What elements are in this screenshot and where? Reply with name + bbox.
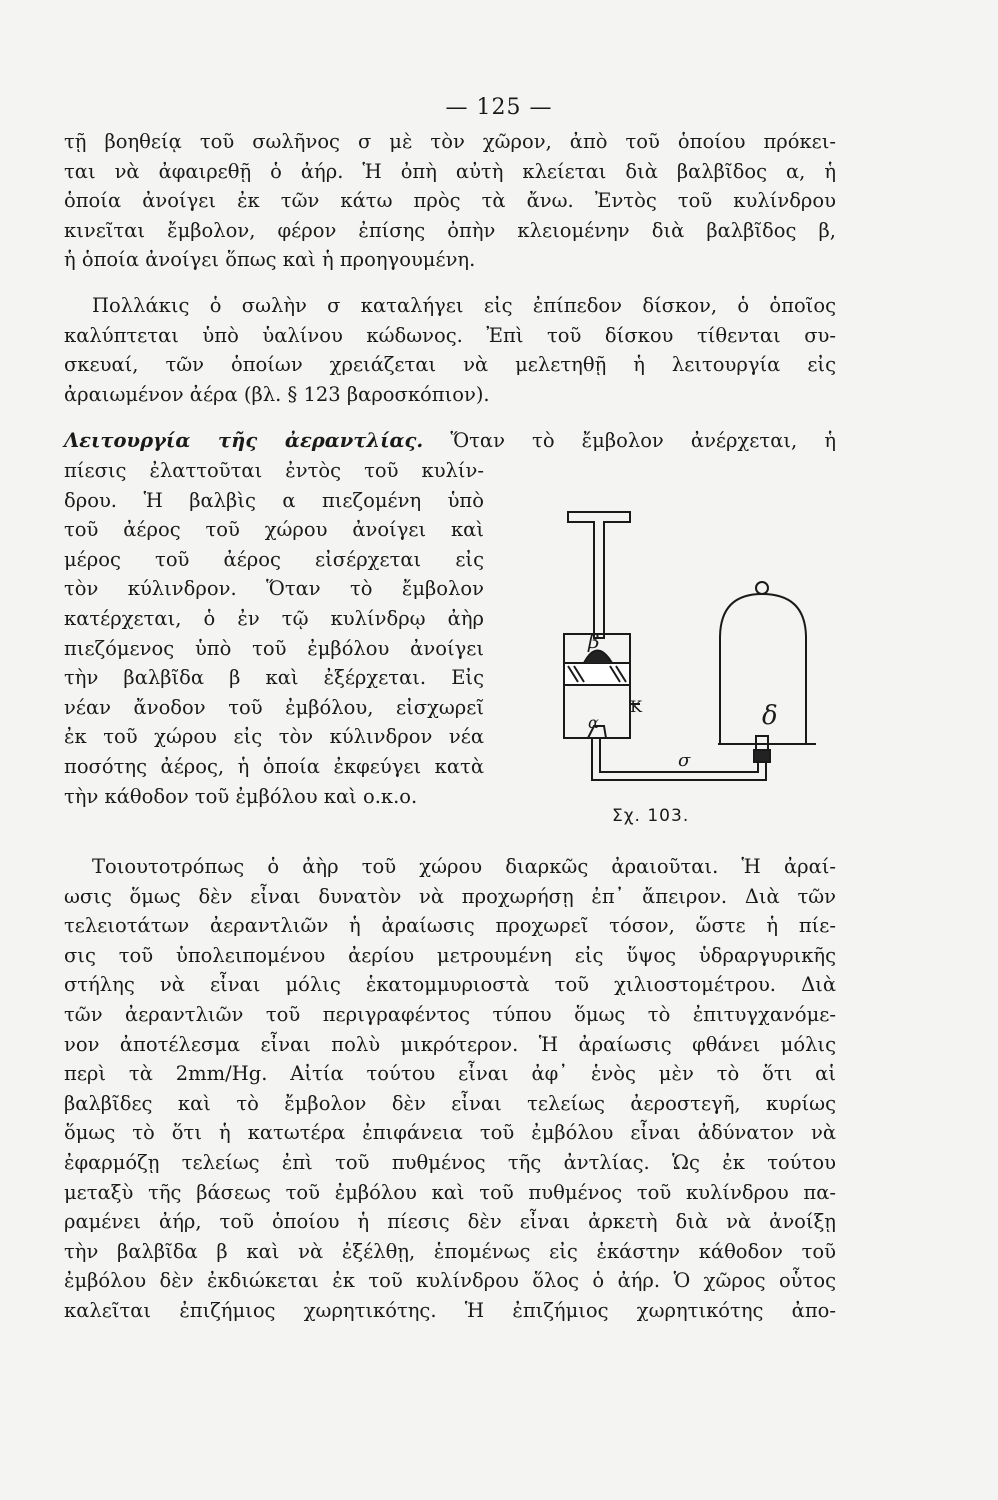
text-line: πίεσις ἐλαττοῦται ἐντὸς τοῦ κυλίν- (64, 459, 484, 482)
text-line: Τοιουτοτρόπως ὁ ἀὴρ τοῦ χώρου διαρκῶς ἀραιοῦται. Ἡ ἀραί- (92, 855, 836, 878)
text-line: μεταξὺ τῆς βάσεως τοῦ ἐμβόλου καὶ τοῦ πυθμένος τοῦ κυλίνδρου πα- (64, 1180, 836, 1204)
figure-caption: Σχ. 103. (612, 806, 690, 826)
text-line: ραμένει ἀήρ, τοῦ ὁποίου ἡ πίεσις δὲν εἶναι ἀρκετὴ διὰ νὰ ἀνοίξῃ (64, 1210, 836, 1234)
text-line: νέαν ἄνοδον τοῦ ἐμβόλου, εἰσχωρεῖ (64, 695, 484, 719)
text-line: τελειοτάτων ἀεραντλιῶν ἡ ἀραίωσις προχωρεῖ τόσον, ὥστε ἡ πίε- (64, 914, 836, 938)
text-line: ποσότης ἀέρος, ἡ ὁποία ἐκφεύγει κατὰ (64, 754, 484, 778)
text-line: ἐκ τοῦ χώρου εἰς τὸν κύλινδρον νέα (64, 725, 484, 749)
label-alpha: α (588, 713, 599, 732)
heading-line (64, 426, 836, 456)
text-line: νον ἀποτέλεσμα εἶναι πολὺ μικρότερον. Ἡ ἀραίωσις φθάνει μόλις (64, 1032, 836, 1056)
text-line: τὴν κάθοδον τοῦ ἐμβόλου καὶ ο.κ.ο. (64, 784, 418, 808)
text-line: πιεζόμενος ὑπὸ τοῦ ἐμβόλου ἀνοίγει (64, 636, 484, 660)
text-line: σις τοῦ ὑπολειπομένου ἀερίου μετρουμένη εἰς ὕψος ὑδραργυρικῆς (64, 943, 836, 967)
paragraph-3-body (64, 456, 484, 811)
paragraph-3-heading-line (64, 426, 836, 456)
text-line: κινεῖται ἔμβολον, φέρον ἐπίσης ὀπὴν κλειομένην διὰ βαλβῖδος β, (64, 218, 836, 242)
text-line: τὴν βαλβῖδα β καὶ ἐξέρχεται. Εἰς (64, 666, 484, 690)
text-line: τῶν ἀεραντλιῶν τοῦ περιγραφέντος τύπου ὅμως τὸ ἐπιτυγχανόμε- (64, 1002, 836, 1026)
paragraph-1 (64, 127, 836, 275)
text-line: ωσις ὅμως δὲν εἶναι δυνατὸν νὰ προχωρήσῃ ἐπ᾽ ἄπειρον. Διὰ τῶν (64, 884, 836, 908)
text-line: ἐμβόλου δὲν ἐκδιώκεται ἐκ τοῦ κυλίνδρου ὅλος ὁ ἀήρ. Ὁ χῶρος οὗτος (64, 1269, 836, 1293)
heading-line-rest: Ὅταν τὸ ἔμβολον ἀνέρχεται, ἡ (450, 429, 837, 452)
air-pump-figure (548, 498, 848, 838)
piston-handle (568, 512, 630, 638)
text-line: περὶ τὰ 2mm/Hg. Αἰτία τούτου εἶναι ἀφ᾽ ἑνὸς μὲν τὸ ὅτι αἱ (64, 1062, 836, 1086)
text-line: κατέρχεται, ὁ ἐν τῷ κυλίνδρῳ ἀὴρ (64, 606, 484, 630)
paragraph-2 (64, 291, 836, 409)
label-beta: β (588, 629, 600, 653)
text-line: τὸν κύλινδρον. Ὅταν τὸ ἔμβολον (64, 577, 484, 601)
bell-knob (756, 582, 768, 594)
section-heading: Λειτουργία τῆς ἀεραντλίας. (64, 429, 424, 452)
text-line: μέρος τοῦ ἀέρος εἰσέρχεται εἰς (64, 547, 484, 571)
text-line: βαλβῖδες καὶ τὸ ἔμβολον δὲν εἶναι τελείως ἀεροστεγῆ, κυρίως (64, 1091, 836, 1115)
text-line: τοῦ ἀέρος τοῦ χώρου ἀνοίγει καὶ (64, 518, 484, 542)
paragraph-4 (64, 852, 836, 1326)
stopcock (754, 750, 770, 762)
label-delta: δ (762, 701, 778, 731)
label-kappa: Κ (630, 697, 642, 716)
text-line: σκευαί, τῶν ὁποίων χρειάζεται νὰ μελετηθῇ ἡ λειτουργία εἰς (64, 353, 836, 377)
text-line: ἀραιωμένον ἀέρα (βλ. § 123 βαροσκόπιον). (64, 382, 490, 406)
text-line: καλύπτεται ὑπὸ ὑαλίνου κώδωνος. Ἐπὶ τοῦ δίσκου τίθενται συ- (64, 323, 836, 347)
text-line: ὅμως τὸ ὅτι ἡ κατωτέρα ἐπιφάνεια τοῦ ἐμβόλου εἶναι ἀδύνατον νὰ (64, 1121, 836, 1145)
text-line: δρου. Ἡ βαλβὶς α πιεζομένη ὑπὸ (64, 488, 484, 512)
text-line: τῇ βοηθείᾳ τοῦ σωλῆνος σ μὲ τὸν χῶρον, ἀπὸ τοῦ ὁποίου πρόκει- (64, 130, 836, 153)
text-line: ὁποία ἀνοίγει ἐκ τῶν κάτω πρὸς τὰ ἄνω. Ἐντὸς τοῦ κυλίνδρου (64, 189, 836, 213)
text-line: ἡ ὁποία ἀνοίγει ὅπως καὶ ἡ προηγουμένη. (64, 248, 476, 272)
label-sigma: σ (678, 750, 691, 771)
text-line: στήλης νὰ εἶναι μόλις ἑκατομμυριοστὰ τοῦ χιλιοστομέτρου. Διὰ (64, 973, 836, 997)
text-line: ται νὰ ἀφαιρεθῇ ὁ ἀήρ. Ἡ ὀπὴ αὐτὴ κλείεται διὰ βαλβῖδος α, ἡ (64, 159, 836, 183)
page-number: — 125 — (445, 95, 553, 120)
text-line: τὴν βαλβῖδα β καὶ νὰ ἐξέλθῃ, ἑπομένως εἰς ἑκάστην κάθοδον τοῦ (64, 1239, 836, 1263)
text-line: καλεῖται ἐπιζήμιος χωρητικότης. Ἡ ἐπιζήμιος χωρητικότης ἀπο- (64, 1298, 836, 1322)
text-line: ἐφαρμόζῃ τελείως ἐπὶ τοῦ πυθμένος τῆς ἀντλίας. Ὡς ἐκ τούτου (64, 1150, 836, 1174)
text-line: Πολλάκις ὁ σωλὴν σ καταλήγει εἰς ἐπίπεδον δίσκον, ὁ ὁποῖος (92, 294, 836, 317)
